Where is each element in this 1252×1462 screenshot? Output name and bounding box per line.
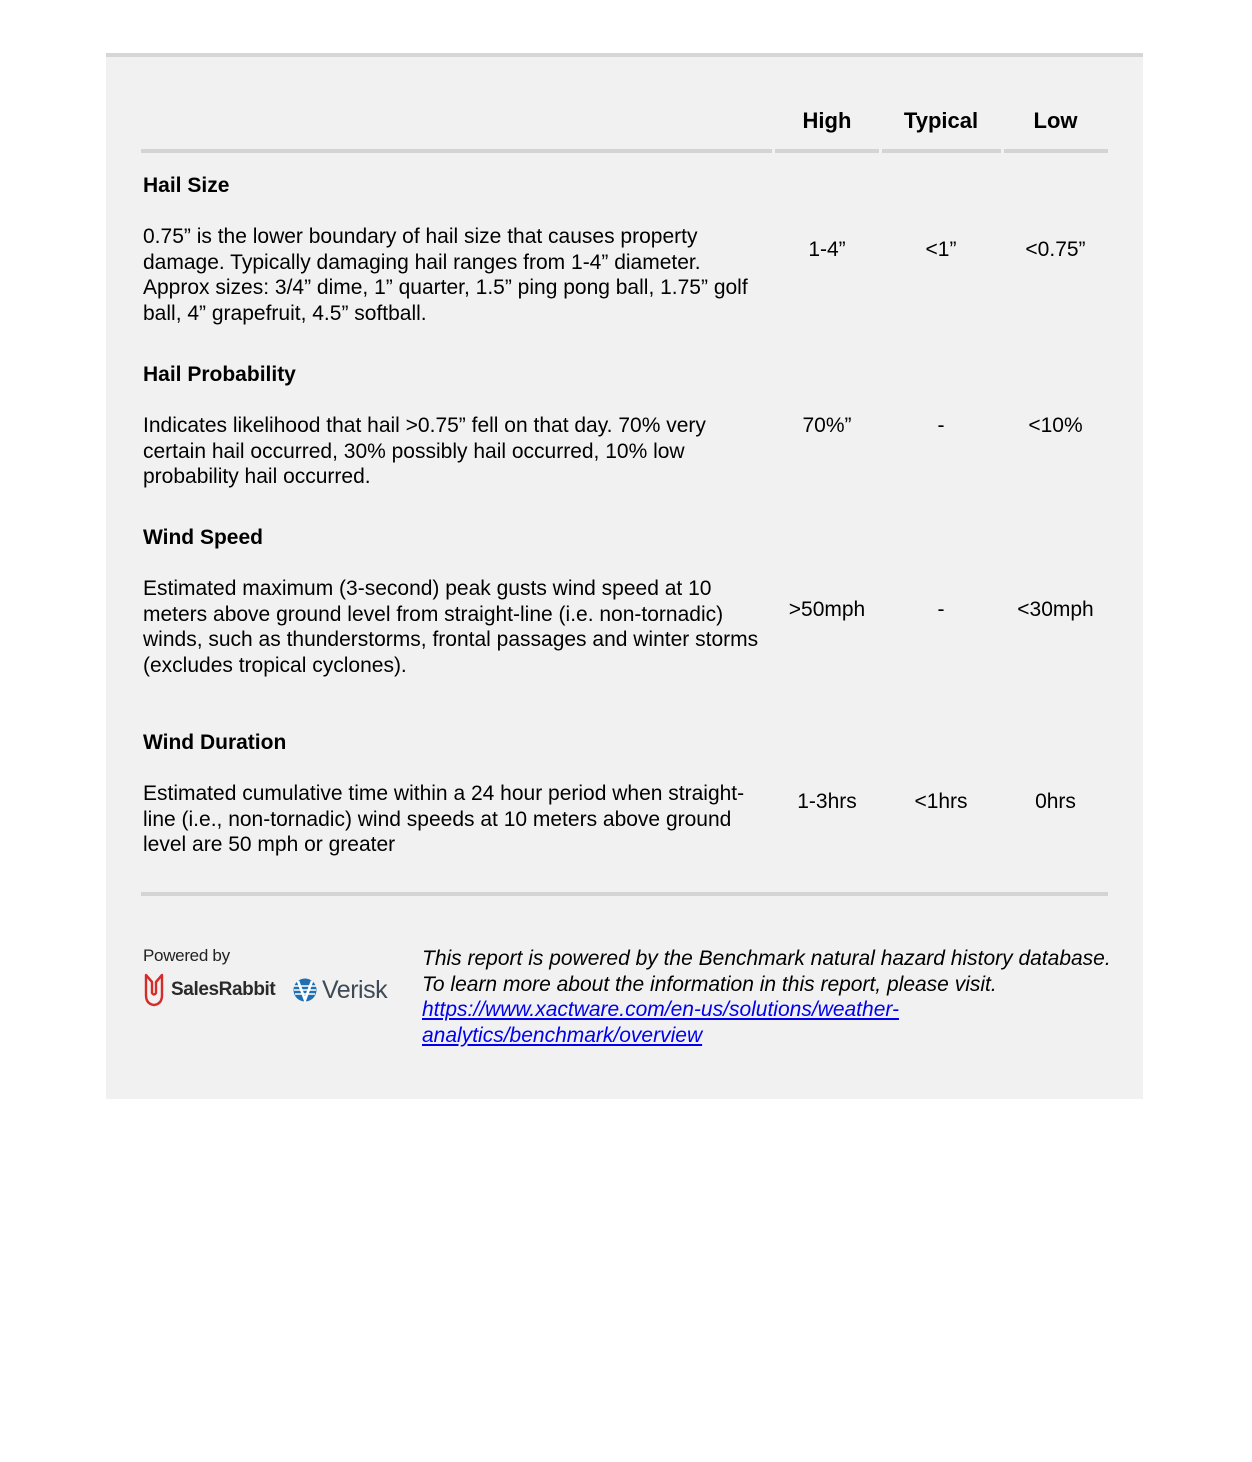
row-title-hail-probability: Hail Probability <box>143 363 296 386</box>
benchmark-overview-link[interactable]: https://www.xactware.com/en-us/solutions/weather-analytics/benchmark/overview <box>422 998 899 1047</box>
verisk-wordmark: Verisk <box>322 975 388 1004</box>
hail-size-typical-value: <1” <box>925 238 957 261</box>
row-title-wind-duration: Wind Duration <box>143 731 287 754</box>
hail-size-low-value: <0.75” <box>1025 238 1086 261</box>
row-description-wind-duration: Estimated cumulative time within a 24 hour period when straight-line (i.e., non-tornadic) wind speeds at 10 meters above ground level are 50 mph or greater <box>143 782 745 856</box>
header-divider-high <box>775 149 879 153</box>
powered-by-label: Powered by <box>143 946 230 965</box>
salesrabbit-wordmark: SalesRabbit <box>171 979 276 1000</box>
row-title-wind-speed: Wind Speed <box>143 526 263 549</box>
hail-probability-typical-value: - <box>937 414 945 437</box>
salesrabbit-icon <box>143 973 165 1007</box>
salesrabbit-logo <box>143 973 275 1007</box>
wind-duration-typical-value: <1hrs <box>914 790 968 813</box>
row-description-hail-size: 0.75” is the lower boundary of hail size that causes property damage. Typically damaging hail ranges from 1-4” diameter. Approx sizes: 3/4” dime, 1” quarter, 1.5” ping pong ball, 1.75” golf ball, 4” grapefruit, 4.5” softball. <box>143 225 748 325</box>
footer-note-text: This report is powered by the Benchmark natural hazard history database. To learn more about the information in this report, please visit. <box>422 947 1111 996</box>
column-header-typical: Typical <box>903 108 979 133</box>
column-header-low: Low <box>1033 108 1078 133</box>
column-header-high: High <box>802 108 852 133</box>
hail-probability-high-value: 70%” <box>802 414 852 437</box>
wind-speed-high-value: >50mph <box>788 598 866 621</box>
hail-probability-low-value: <10% <box>1028 414 1083 437</box>
row-description-wind-speed: Estimated maximum (3-second) peak gusts wind speed at 10 meters above ground level from straight-line (i.e. non-tornadic) winds, such as thunderstorms, frontal passages and winter storms (excludes tropical cyclones). <box>143 577 759 677</box>
verisk-globe-icon <box>292 977 318 1003</box>
header-divider-typical <box>882 149 1001 153</box>
wind-speed-typical-value: - <box>937 598 945 621</box>
wind-duration-high-value: 1-3hrs <box>797 790 857 813</box>
verisk-logo <box>292 973 387 1007</box>
footer-note <box>422 946 1112 1048</box>
wind-speed-low-value: <30mph <box>1017 598 1094 621</box>
wind-duration-low-value: 0hrs <box>1035 790 1076 813</box>
header-divider-label <box>141 149 772 153</box>
hail-size-high-value: 1-4” <box>808 238 846 261</box>
row-description-hail-probability: Indicates likelihood that hail >0.75” fell on that day. 70% very certain hail occurred, 30% possibly hail occurred, 10% low probability hail occurred. <box>143 414 706 488</box>
header-divider-low <box>1004 149 1108 153</box>
row-title-hail-size: Hail Size <box>143 174 230 197</box>
table-bottom-divider <box>141 892 1108 896</box>
